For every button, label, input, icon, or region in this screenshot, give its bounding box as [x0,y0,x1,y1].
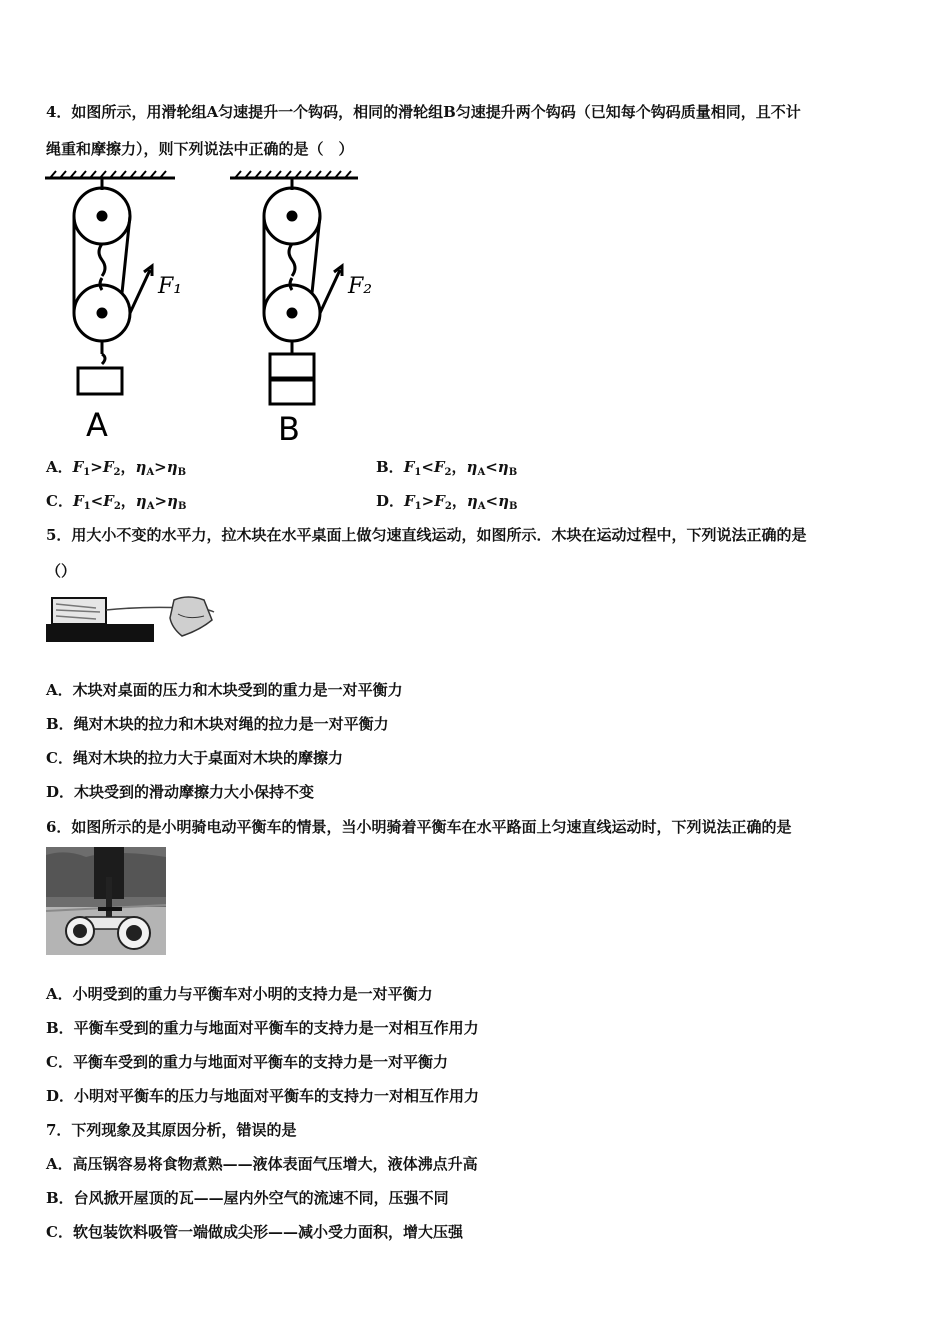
q6-stem: 6．如图所示的是小明骑电动平衡车的情景，当小明骑着平衡车在水平路面上匀速直线运动时，下列说法正确的是 [46,818,792,836]
balance-scooter-photo [46,847,166,955]
force-b-label: F₂ [348,274,373,299]
q6-option-d[interactable]: D．小明对平衡车的压力与地面对平衡车的支持力一对相互作用力 [46,1087,480,1105]
force-a-label: F₁ [158,274,183,299]
q4-option-b[interactable]: B．$F_1<F_2$，$\eta_A<\eta_B$ [376,458,518,478]
pulley-figure [40,168,380,448]
pulley-system-a [74,178,152,394]
q5-option-b[interactable]: B．绳对木块的拉力和木块对绳的拉力是一对平衡力 [46,715,389,733]
q6-option-c[interactable]: C．平衡车受到的重力与地面对平衡车的支持力是一对平衡力 [46,1053,448,1071]
label-a: A [86,406,108,444]
q5-option-d[interactable]: D．木块受到的滑动摩擦力大小保持不变 [46,783,315,801]
q4-option-d[interactable]: D．$F_1>F_2$，$\eta_A<\eta_B$ [376,492,518,512]
q5-option-c[interactable]: C．绳对木块的拉力大于桌面对木块的摩擦力 [46,749,343,767]
q4-stem-line1: 4．如图所示，用滑轮组A匀速提升一个钩码，相同的滑轮组B匀速提升两个钩码（已知每个钩码质量相同，且不计 [46,103,801,121]
pulley-system-b [264,178,342,404]
q5-stem-line2: （） [46,562,77,580]
q5-option-a[interactable]: A．木块对桌面的压力和木块受到的重力是一对平衡力 [46,681,403,699]
label-b: B [278,410,300,448]
q6-option-b[interactable]: B．平衡车受到的重力与地面对平衡车的支持力是一对相互作用力 [46,1019,479,1037]
block-pull-figure [46,594,216,644]
q6-option-a[interactable]: A．小明受到的重力与平衡车对小明的支持力是一对平衡力 [46,985,433,1003]
q4-stem-line2: 绳重和摩擦力），则下列说法中正确的是（ ） [46,140,354,158]
q7-option-c[interactable]: C．软包装饮料吸管一端做成尖形——减小受力面积，增大压强 [46,1223,463,1241]
q7-stem: 7．下列现象及其原因分析，错误的是 [46,1121,297,1139]
q5-stem-line1: 5．用大小不变的水平力，拉木块在水平桌面上做匀速直线运动，如图所示．木块在运动过程中，下列说法正确的是 [46,526,807,544]
ceiling-a [45,171,175,178]
q7-option-a[interactable]: A．高压锅容易将食物煮熟——液体表面气压增大，液体沸点升高 [46,1155,478,1173]
q7-option-b[interactable]: B．台风掀开屋顶的瓦——屋内外空气的流速不同，压强不同 [46,1189,449,1207]
q4-option-a[interactable]: A．$F_1>F_2$，$\eta_A>\eta_B$ [46,458,187,478]
q4-option-c[interactable]: C．$F_1<F_2$，$\eta_A>\eta_B$ [46,492,187,512]
ceiling-b [230,171,358,178]
